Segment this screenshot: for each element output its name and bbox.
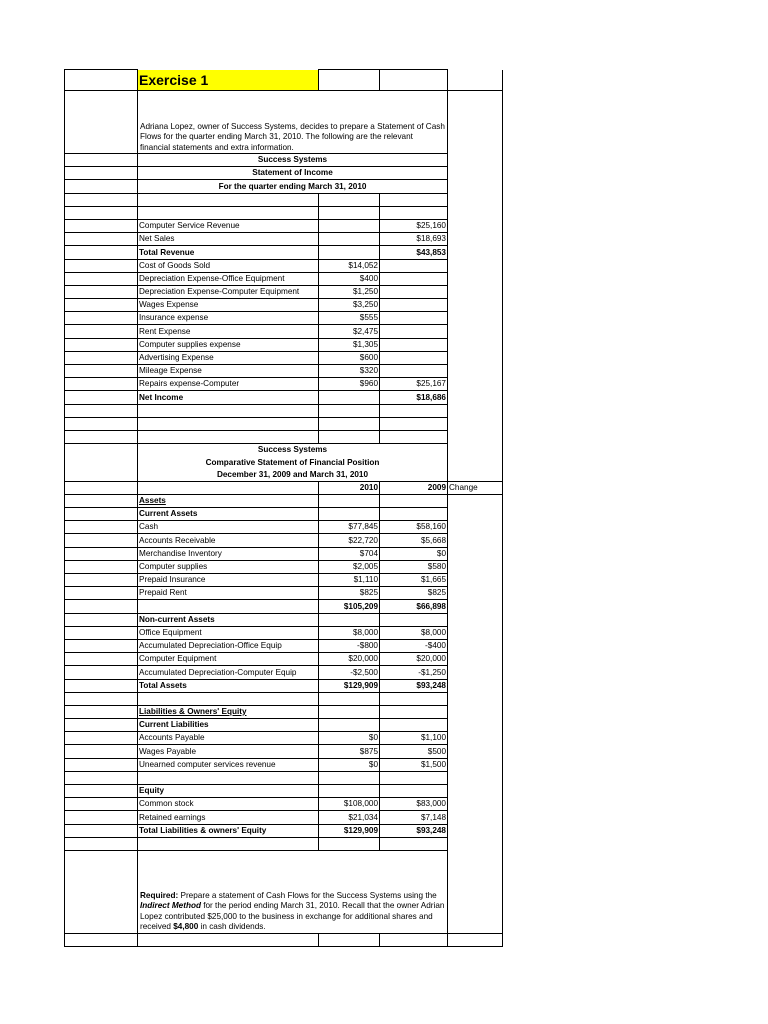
method-name: Indirect Method bbox=[140, 901, 201, 911]
row-label: Accumulated Depreciation-Office Equip bbox=[138, 639, 319, 652]
value-2010: $400 bbox=[319, 272, 380, 285]
value-2009: $1,100 bbox=[380, 732, 448, 745]
liability-row bbox=[65, 745, 503, 758]
value-2009: $500 bbox=[380, 745, 448, 758]
value-2010 bbox=[319, 785, 380, 798]
value-2010: $1,305 bbox=[319, 338, 380, 351]
liabilities-heading bbox=[65, 705, 503, 718]
income-period: For the quarter ending March 31, 2010 bbox=[138, 180, 448, 193]
liability-row bbox=[65, 732, 503, 745]
sheet-row bbox=[65, 456, 503, 468]
row-label: Net Sales bbox=[138, 233, 319, 246]
row-label: Computer Service Revenue bbox=[138, 219, 319, 232]
income-row bbox=[65, 285, 503, 298]
value-2009 bbox=[380, 272, 448, 285]
sheet-row bbox=[65, 417, 503, 430]
value-2009 bbox=[380, 404, 448, 417]
value-2010 bbox=[319, 508, 380, 521]
worksheet-table bbox=[64, 69, 503, 947]
final-row bbox=[65, 933, 503, 946]
row-label: Prepaid Rent bbox=[138, 587, 319, 600]
asset-row bbox=[65, 639, 503, 652]
row-label: Cost of Goods Sold bbox=[138, 259, 319, 272]
row-label: Wages Payable bbox=[138, 745, 319, 758]
value-2009: $0 bbox=[380, 547, 448, 560]
current-liabilities-heading bbox=[65, 719, 503, 732]
position-statement-title: Comparative Statement of Financial Position bbox=[138, 456, 448, 468]
row-label bbox=[138, 430, 319, 443]
value-2009 bbox=[380, 285, 448, 298]
income-row bbox=[65, 351, 503, 364]
current-assets-total bbox=[65, 600, 503, 613]
value-2009: $7,148 bbox=[380, 811, 448, 824]
spreadsheet bbox=[64, 69, 502, 947]
value-2010: $8,000 bbox=[319, 626, 380, 639]
value-2009 bbox=[380, 837, 448, 850]
asset-row bbox=[65, 666, 503, 679]
income-row bbox=[65, 246, 503, 259]
income-row bbox=[65, 219, 503, 232]
value-2010 bbox=[319, 233, 380, 246]
value-2010: $555 bbox=[319, 312, 380, 325]
value-2010: $2,005 bbox=[319, 560, 380, 573]
row-label: Accounts Receivable bbox=[138, 534, 319, 547]
value-2010: $129,909 bbox=[319, 679, 380, 692]
value-2010 bbox=[319, 837, 380, 850]
value-2010: $1,110 bbox=[319, 574, 380, 587]
row-label: Prepaid Insurance bbox=[138, 574, 319, 587]
value-2010: 2010 bbox=[319, 481, 380, 494]
value-2009 bbox=[380, 325, 448, 338]
intro-row bbox=[65, 91, 503, 154]
value-2010 bbox=[319, 494, 380, 507]
sheet-row bbox=[65, 167, 503, 180]
value-2010: $3,250 bbox=[319, 299, 380, 312]
income-row bbox=[65, 378, 503, 391]
row-label: Accumulated Depreciation-Computer Equip bbox=[138, 666, 319, 679]
value-2009 bbox=[380, 933, 448, 946]
value-2010: $14,052 bbox=[319, 259, 380, 272]
value-2009: $93,248 bbox=[380, 824, 448, 837]
value-2009 bbox=[380, 193, 448, 206]
value-2009 bbox=[380, 365, 448, 378]
sheet-row bbox=[65, 837, 503, 850]
row-label: Office Equipment bbox=[138, 626, 319, 639]
income-company: Success Systems bbox=[138, 154, 448, 167]
equity-row bbox=[65, 811, 503, 824]
value-2009 bbox=[380, 351, 448, 364]
sheet-row bbox=[65, 154, 503, 167]
value-2010: $2,475 bbox=[319, 325, 380, 338]
income-statement-title: Statement of Income bbox=[138, 167, 448, 180]
required-row bbox=[65, 850, 503, 933]
value-2010: -$800 bbox=[319, 639, 380, 652]
value-2009 bbox=[380, 206, 448, 219]
value-2010: $825 bbox=[319, 587, 380, 600]
noncurrent-heading bbox=[65, 613, 503, 626]
change-header: Change bbox=[448, 481, 503, 494]
value-2010 bbox=[319, 692, 380, 705]
required-label: Required: bbox=[140, 890, 179, 900]
asset-row bbox=[65, 626, 503, 639]
value-2010 bbox=[319, 391, 380, 404]
asset-row bbox=[65, 560, 503, 573]
row-label: Accounts Payable bbox=[138, 732, 319, 745]
dividend-amount: $4,800 bbox=[173, 922, 199, 932]
income-row bbox=[65, 365, 503, 378]
row-label bbox=[138, 404, 319, 417]
value-2010: $108,000 bbox=[319, 798, 380, 811]
value-2009: $93,248 bbox=[380, 679, 448, 692]
row-label: Non-current Assets bbox=[138, 613, 319, 626]
value-2009: $25,167 bbox=[380, 378, 448, 391]
row-label bbox=[138, 600, 319, 613]
value-2010 bbox=[319, 246, 380, 259]
intro-paragraph: Adriana Lopez, owner of Success Systems, decides to prepare a Statement of Cash Flows for the quarter ending March 31, 2010. The following are the relevant financial statements and extra information. bbox=[138, 91, 448, 154]
value-2009: -$400 bbox=[380, 639, 448, 652]
row-label: Merchandise Inventory bbox=[138, 547, 319, 560]
value-2009: $43,853 bbox=[380, 246, 448, 259]
sheet-row bbox=[65, 469, 503, 482]
income-row bbox=[65, 233, 503, 246]
income-row bbox=[65, 259, 503, 272]
value-2010: $77,845 bbox=[319, 521, 380, 534]
value-2010: $600 bbox=[319, 351, 380, 364]
row-label: Total Liabilities & owners' Equity bbox=[138, 824, 319, 837]
total-liabilities-equity-row bbox=[65, 824, 503, 837]
row-label bbox=[138, 417, 319, 430]
asset-row bbox=[65, 547, 503, 560]
value-2010 bbox=[319, 719, 380, 732]
value-2009: $8,000 bbox=[380, 626, 448, 639]
row-label: Computer supplies expense bbox=[138, 338, 319, 351]
income-row bbox=[65, 272, 503, 285]
row-label bbox=[138, 206, 319, 219]
row-label: Depreciation Expense-Office Equipment bbox=[138, 272, 319, 285]
asset-row bbox=[65, 534, 503, 547]
asset-row bbox=[65, 521, 503, 534]
value-2010 bbox=[319, 430, 380, 443]
value-2009: $5,668 bbox=[380, 534, 448, 547]
value-2009: $66,898 bbox=[380, 600, 448, 613]
value-2009: $1,665 bbox=[380, 574, 448, 587]
position-period: December 31, 2009 and March 31, 2010 bbox=[138, 469, 448, 482]
exercise-title: Exercise 1 bbox=[138, 70, 319, 91]
value-2009 bbox=[380, 613, 448, 626]
value-2009: $58,160 bbox=[380, 521, 448, 534]
title-row bbox=[65, 70, 503, 91]
value-2009: -$1,250 bbox=[380, 666, 448, 679]
asset-row bbox=[65, 574, 503, 587]
value-2009: $580 bbox=[380, 560, 448, 573]
value-2010: $0 bbox=[319, 758, 380, 771]
value-2010 bbox=[319, 219, 380, 232]
current-assets-heading bbox=[65, 508, 503, 521]
value-2009: $18,686 bbox=[380, 391, 448, 404]
value-2009 bbox=[380, 312, 448, 325]
required-paragraph bbox=[138, 850, 448, 933]
value-2010 bbox=[319, 193, 380, 206]
sheet-row bbox=[65, 404, 503, 417]
row-label bbox=[138, 193, 319, 206]
value-2010 bbox=[319, 417, 380, 430]
value-2010: $1,250 bbox=[319, 285, 380, 298]
value-2009 bbox=[380, 299, 448, 312]
row-label: Insurance expense bbox=[138, 312, 319, 325]
row-label: Total Revenue bbox=[138, 246, 319, 259]
row-label bbox=[138, 771, 319, 784]
value-2010: $20,000 bbox=[319, 653, 380, 666]
row-label: Rent Expense bbox=[138, 325, 319, 338]
value-2009 bbox=[380, 508, 448, 521]
value-2010 bbox=[319, 933, 380, 946]
row-label: Wages Expense bbox=[138, 299, 319, 312]
value-2010: $704 bbox=[319, 547, 380, 560]
sheet-row bbox=[65, 444, 503, 457]
value-2010 bbox=[319, 206, 380, 219]
value-2010: $960 bbox=[319, 378, 380, 391]
value-2009 bbox=[380, 785, 448, 798]
row-label: Common stock bbox=[138, 798, 319, 811]
value-2009 bbox=[380, 338, 448, 351]
income-row bbox=[65, 299, 503, 312]
row-label: Net Income bbox=[138, 391, 319, 404]
row-label: Liabilities & Owners' Equity bbox=[138, 705, 319, 718]
assets-heading bbox=[65, 494, 503, 507]
sheet-row bbox=[65, 692, 503, 705]
row-label: Total Assets bbox=[138, 679, 319, 692]
sheet-row bbox=[65, 206, 503, 219]
value-2010: $0 bbox=[319, 732, 380, 745]
value-2009: $825 bbox=[380, 587, 448, 600]
income-row bbox=[65, 338, 503, 351]
total-assets-row bbox=[65, 679, 503, 692]
row-label: Current Assets bbox=[138, 508, 319, 521]
value-2009: $18,693 bbox=[380, 233, 448, 246]
value-2009 bbox=[380, 430, 448, 443]
equity-heading bbox=[65, 785, 503, 798]
equity-row bbox=[65, 798, 503, 811]
row-label bbox=[138, 481, 319, 494]
row-label: Depreciation Expense-Computer Equipment bbox=[138, 285, 319, 298]
value-2009 bbox=[380, 705, 448, 718]
row-label: Computer Equipment bbox=[138, 653, 319, 666]
income-row bbox=[65, 391, 503, 404]
asset-row bbox=[65, 587, 503, 600]
income-row bbox=[65, 325, 503, 338]
value-2010: $875 bbox=[319, 745, 380, 758]
value-2009: $83,000 bbox=[380, 798, 448, 811]
income-row bbox=[65, 312, 503, 325]
value-2010: $129,909 bbox=[319, 824, 380, 837]
value-2009 bbox=[380, 259, 448, 272]
value-2010: $105,209 bbox=[319, 600, 380, 613]
column-header-row bbox=[65, 481, 503, 494]
value-2009: $1,500 bbox=[380, 758, 448, 771]
row-label: Current Liabilities bbox=[138, 719, 319, 732]
value-2009 bbox=[380, 771, 448, 784]
value-2010 bbox=[319, 771, 380, 784]
row-label bbox=[138, 837, 319, 850]
value-2009 bbox=[380, 417, 448, 430]
row-label: Mileage Expense bbox=[138, 365, 319, 378]
sheet-row bbox=[65, 771, 503, 784]
row-label: Computer supplies bbox=[138, 560, 319, 573]
sheet-row bbox=[65, 430, 503, 443]
value-2009 bbox=[380, 494, 448, 507]
value-2009 bbox=[380, 692, 448, 705]
asset-row bbox=[65, 653, 503, 666]
value-2010: $320 bbox=[319, 365, 380, 378]
row-label: Equity bbox=[138, 785, 319, 798]
sheet-row bbox=[65, 180, 503, 193]
row-label bbox=[138, 933, 319, 946]
value-2010 bbox=[319, 404, 380, 417]
row-label: Retained earnings bbox=[138, 811, 319, 824]
row-label: Assets bbox=[138, 494, 319, 507]
required-text: in cash dividends. bbox=[198, 922, 266, 932]
value-2010 bbox=[319, 613, 380, 626]
required-text: Prepare a statement of Cash Flows for the Success Systems using the bbox=[178, 890, 437, 900]
value-2009: $20,000 bbox=[380, 653, 448, 666]
sheet-row bbox=[65, 193, 503, 206]
position-company: Success Systems bbox=[138, 444, 448, 457]
row-label: Advertising Expense bbox=[138, 351, 319, 364]
value-2009 bbox=[380, 719, 448, 732]
row-label: Unearned computer services revenue bbox=[138, 758, 319, 771]
row-label: Cash bbox=[138, 521, 319, 534]
value-2009: $25,160 bbox=[380, 219, 448, 232]
required-text: for the period ending March 31, 2010. Recall that the owner Adrian Lopez contributed $25,000 to the business in exchange for additional shares and received bbox=[140, 901, 445, 932]
value-2010: $21,034 bbox=[319, 811, 380, 824]
row-label bbox=[138, 692, 319, 705]
value-2010 bbox=[319, 705, 380, 718]
row-label: Repairs expense-Computer bbox=[138, 378, 319, 391]
value-2009: 2009 bbox=[380, 481, 448, 494]
liability-row bbox=[65, 758, 503, 771]
value-2010: -$2,500 bbox=[319, 666, 380, 679]
value-2010: $22,720 bbox=[319, 534, 380, 547]
